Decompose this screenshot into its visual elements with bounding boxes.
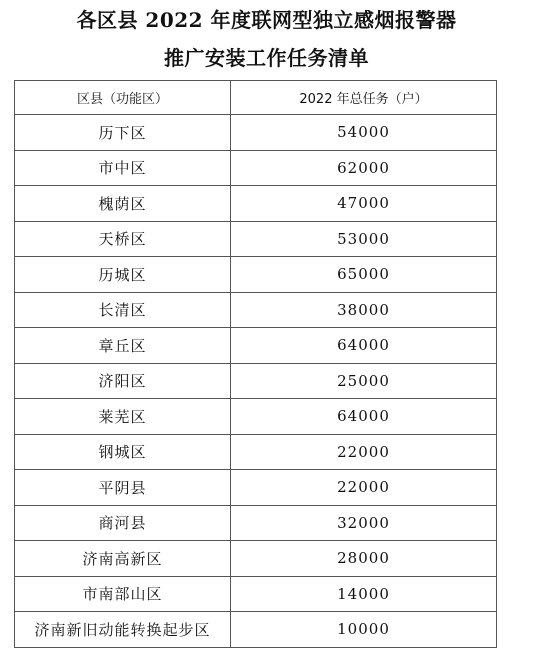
table-row — [15, 363, 497, 399]
document-title-line-1: 各区县 2022 年度联网型独立感烟报警器 — [76, 8, 457, 32]
task-count-cell: 32000 — [231, 505, 497, 541]
table-row — [15, 434, 497, 470]
task-count-cell: 65000 — [231, 257, 497, 293]
header-total-task: 2022 年总任务（户） — [231, 81, 497, 115]
table-row — [15, 470, 497, 506]
task-count-cell: 53000 — [231, 221, 497, 257]
task-count-cell: 10000 — [231, 612, 497, 648]
task-count-cell: 28000 — [231, 541, 497, 577]
district-cell: 市南部山区 — [15, 576, 231, 612]
table-row — [15, 399, 497, 435]
task-count-cell: 64000 — [231, 328, 497, 364]
district-cell: 槐荫区 — [15, 186, 231, 222]
district-cell: 济南新旧动能转换起步区 — [15, 612, 231, 648]
task-count-cell: 47000 — [231, 186, 497, 222]
task-count-cell: 64000 — [231, 399, 497, 435]
district-cell: 莱芜区 — [15, 399, 231, 435]
district-cell: 天桥区 — [15, 221, 231, 257]
district-cell: 历下区 — [15, 115, 231, 151]
table-row — [15, 541, 497, 577]
district-cell: 济阳区 — [15, 363, 231, 399]
task-count-cell: 54000 — [231, 115, 497, 151]
district-cell: 历城区 — [15, 257, 231, 293]
district-cell: 章丘区 — [15, 328, 231, 364]
district-cell: 济南高新区 — [15, 541, 231, 577]
table-row — [15, 612, 497, 648]
table-row — [15, 576, 497, 612]
table-row — [15, 115, 497, 151]
table-row — [15, 292, 497, 328]
table-row — [15, 186, 497, 222]
task-count-cell: 62000 — [231, 150, 497, 186]
task-count-cell: 38000 — [231, 292, 497, 328]
task-count-cell: 22000 — [231, 470, 497, 506]
header-district: 区县（功能区） — [15, 81, 231, 115]
district-cell: 商河县 — [15, 505, 231, 541]
table-row — [15, 505, 497, 541]
task-count-cell: 14000 — [231, 576, 497, 612]
table-row — [15, 257, 497, 293]
table-row — [15, 221, 497, 257]
task-count-cell: 25000 — [231, 363, 497, 399]
district-cell: 长清区 — [15, 292, 231, 328]
table-header-row — [15, 81, 497, 115]
district-cell: 钢城区 — [15, 434, 231, 470]
task-table — [14, 80, 497, 648]
task-count-cell: 22000 — [231, 434, 497, 470]
district-cell: 平阴县 — [15, 470, 231, 506]
table-row — [15, 328, 497, 364]
table-row — [15, 150, 497, 186]
document-title-line-2: 推广安装工作任务清单 — [164, 46, 369, 70]
district-cell: 市中区 — [15, 150, 231, 186]
